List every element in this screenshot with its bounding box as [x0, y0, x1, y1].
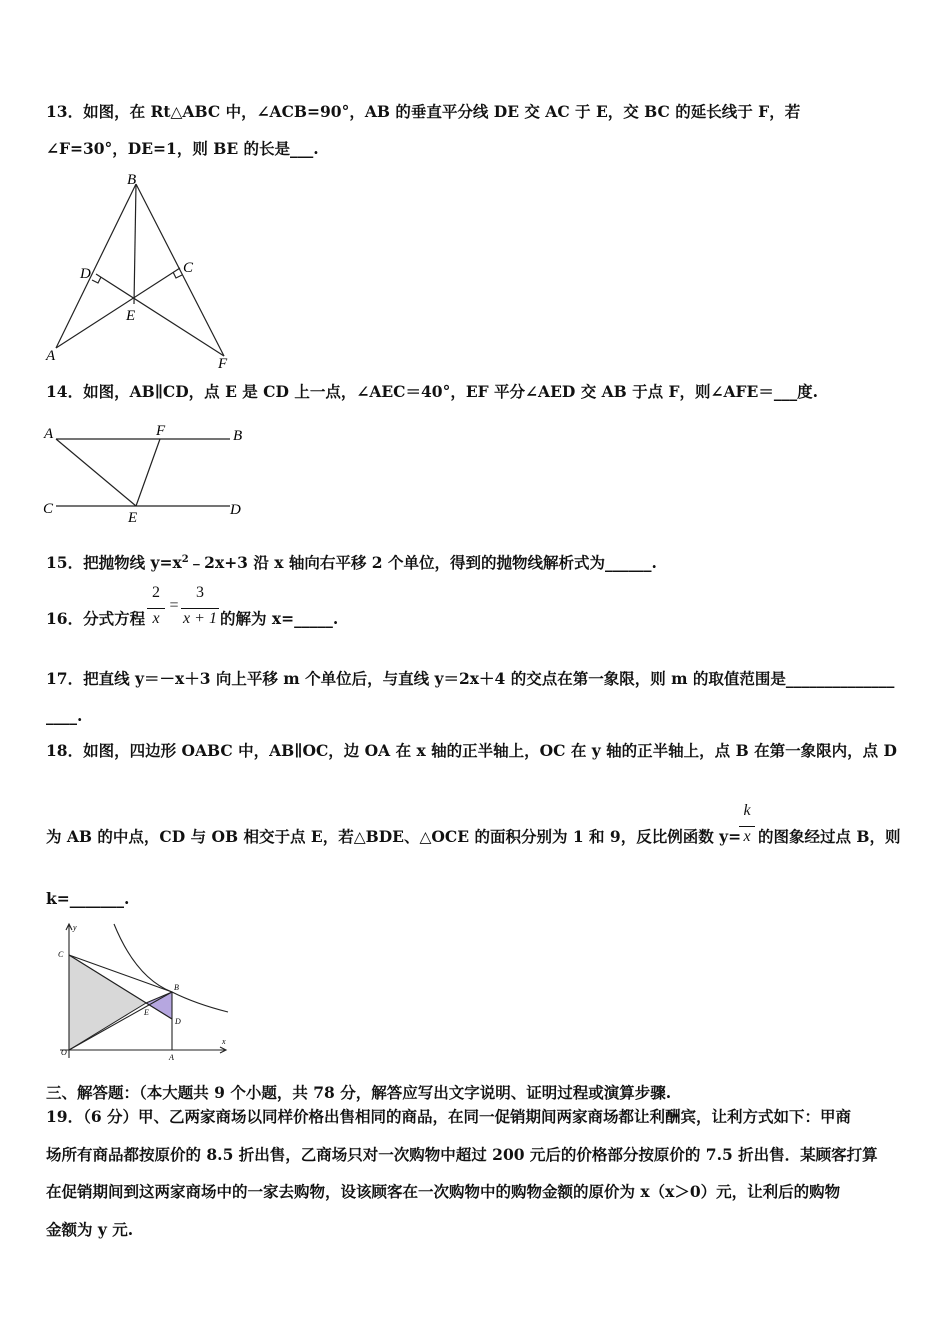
- q16-frac2-den: x + 1: [183, 610, 217, 627]
- label-c: C: [43, 501, 54, 517]
- q15-before: 15．把抛物线 y=x: [46, 553, 182, 573]
- q18-figure: [50, 918, 240, 1068]
- q18-frac-den: x: [743, 828, 751, 845]
- q19-line3: 在促销期间到这两家商场中的一家去购物，设该顾客在一次购物中的购物金额的原价为 x（x＞0）元，让利后的购物: [46, 1182, 841, 1201]
- label-e: E: [126, 308, 136, 324]
- q17-line1: 17．把直线 y＝－x＋3 向上平移 m 个单位后，与直线 y＝2x＋4 的交点在第一象限，则 m 的取值范围是______________: [46, 669, 895, 688]
- section3-heading: 三、解答题：（本大题共 9 个小题，共 78 分，解答应写出文字说明、证明过程或演算步骤.: [46, 1083, 672, 1102]
- q18-line2b: 的图象经过点 B，则: [758, 827, 901, 846]
- q14-figure: [40, 420, 260, 530]
- q18-frac: [737, 802, 757, 852]
- q15-after: ﹣2x+3 沿 x 轴向右平移 2 个单位，得到的抛物线解析式为______.: [188, 553, 657, 573]
- q16-eq: =: [169, 597, 179, 614]
- label-b: B: [233, 428, 243, 444]
- q16-frac2: [180, 584, 220, 634]
- label-a: A: [169, 1053, 174, 1062]
- label-c: C: [58, 950, 64, 959]
- right-angle-c: [173, 272, 182, 278]
- right-angle-d: [92, 277, 101, 283]
- segment-ae: [56, 439, 136, 506]
- q18-line1: 18．如图，四边形 OABC 中，AB∥OC，边 OA 在 x 轴的正半轴上，OC 在 y 轴的正半轴上，点 B 在第一象限内，点 D: [46, 741, 897, 760]
- q18-line2a: 为 AB 的中点，CD 与 OB 相交于点 E，若△BDE、△OCE 的面积分别为 1 和 9，反比例函数 y=: [46, 827, 742, 846]
- q16-frac1-num: 2: [152, 584, 160, 601]
- label-a: A: [46, 348, 56, 364]
- label-f: F: [218, 356, 228, 370]
- label-b: B: [174, 983, 179, 992]
- label-c: C: [183, 260, 194, 276]
- q19-line2: 场所有商品都按原价的 8.5 折出售，乙商场只对一次购物中超过 200 元后的价格部分按原价的 7.5 折出售．某顾客打算: [46, 1145, 878, 1164]
- q16-frac1-den: x: [152, 610, 160, 627]
- label-x: x: [222, 1037, 226, 1046]
- q16-suffix: 的解为 x=_____.: [220, 609, 339, 628]
- q19-line4: 金额为 y 元.: [46, 1220, 134, 1239]
- q13-line1: 13．如图，在 Rt△ABC 中，∠ACB=90°，AB 的垂直平分线 DE 交 AC 于 E，交 BC 的延长线于 F，若: [46, 102, 801, 121]
- q16-prefix: 16．分式方程: [46, 609, 146, 628]
- label-o: O: [61, 1048, 67, 1057]
- segment-be: [134, 184, 136, 304]
- q17-line2: ____.: [46, 706, 83, 725]
- q19-line1: 19．（6 分）甲、乙两家商场以同样价格出售相同的商品，在同一促销期间两家商场都让利酬宾，让利方式如下：甲商: [46, 1107, 852, 1126]
- q15-sup: 2: [181, 554, 189, 565]
- q13-line2: ∠F=30°，DE=1，则 BE 的长是___.: [46, 139, 319, 158]
- label-e: E: [144, 1008, 149, 1017]
- q16-frac1: [145, 584, 167, 634]
- label-d: D: [230, 502, 241, 518]
- label-f: F: [156, 423, 166, 439]
- q14-line1: 14．如图，AB∥CD，点 E 是 CD 上一点，∠AEC＝40°，EF 平分∠AED 交 AB 于点 F，则∠AFE＝___度.: [46, 382, 819, 401]
- q13-figure: [40, 170, 240, 370]
- label-b: B: [127, 172, 137, 188]
- label-d: D: [80, 266, 91, 282]
- segment-df: [96, 274, 224, 356]
- segment-ac: [56, 268, 180, 348]
- label-y: y: [73, 923, 77, 932]
- segment-ab: [56, 184, 136, 348]
- q18-line3: k=_______.: [46, 889, 130, 908]
- label-e: E: [128, 510, 138, 526]
- label-a: A: [44, 426, 54, 442]
- segment-bf: [136, 184, 224, 356]
- q15-line1: [46, 550, 657, 573]
- label-d: D: [175, 1017, 181, 1026]
- q16-frac2-num: 3: [196, 584, 204, 601]
- segment-fe: [136, 439, 160, 506]
- q18-frac-num: k: [743, 802, 751, 819]
